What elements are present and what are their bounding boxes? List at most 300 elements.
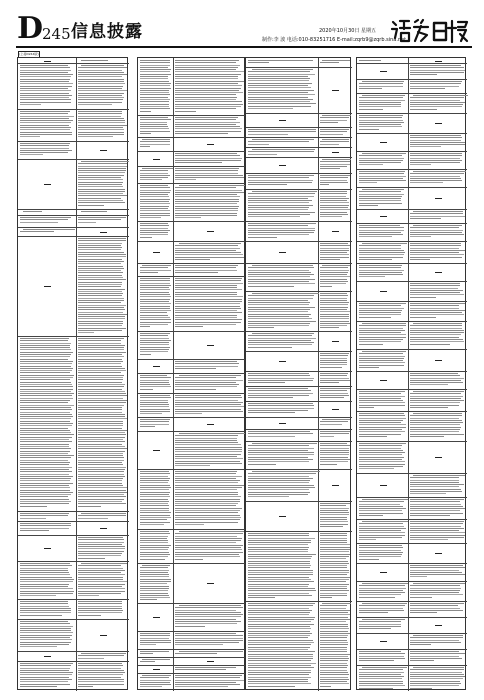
table-row-rule (357, 79, 467, 80)
table-row-rule (246, 67, 352, 68)
cell-text (140, 675, 171, 689)
cell-text (175, 667, 244, 672)
cell-text (320, 443, 350, 466)
table-row-rule (18, 209, 129, 210)
cell-text (410, 521, 465, 542)
table-row-rule (246, 429, 352, 430)
table-row-rule (246, 331, 352, 332)
cell-text (248, 60, 316, 65)
table-row-rule (138, 603, 246, 604)
cell-text (175, 60, 244, 113)
cell-text (359, 443, 406, 471)
cell-text (320, 139, 350, 146)
table-row-rule (357, 63, 467, 64)
empty-cell-dash (380, 71, 387, 72)
cell-text (248, 265, 316, 288)
empty-cell-dash (332, 152, 339, 153)
cell-text (175, 265, 244, 274)
table-row-rule (246, 113, 352, 114)
cell-text (140, 395, 171, 416)
cell-text (78, 338, 127, 508)
cell-text (410, 565, 465, 579)
table-row-rule (138, 241, 246, 242)
table-row-rule (138, 529, 246, 530)
table-row-rule (357, 411, 467, 412)
table-row-rule (18, 619, 129, 620)
empty-cell-dash (435, 625, 442, 626)
cell-text (140, 265, 171, 274)
table-row-rule (357, 223, 467, 224)
table-row-rule (357, 133, 467, 134)
cell-text (78, 663, 127, 688)
cell-text (320, 603, 350, 688)
cell-text (410, 303, 465, 319)
table-row-rule (357, 617, 467, 618)
table-row-rule (246, 137, 352, 138)
cell-text (175, 395, 244, 416)
empty-cell-dash (435, 198, 442, 199)
table-row-rule (18, 227, 129, 228)
table-row-rule (246, 291, 352, 292)
table-row-rule (138, 673, 246, 674)
empty-cell-dash (435, 123, 442, 124)
cell-text (175, 361, 244, 370)
empty-cell-dash (435, 553, 442, 554)
empty-cell-dash (153, 366, 160, 367)
table-row-rule (138, 221, 246, 222)
cell-text (20, 211, 74, 213)
cell-text (359, 81, 406, 90)
empty-cell-dash (435, 457, 442, 458)
empty-cell-dash (279, 516, 286, 517)
cell-text (140, 185, 171, 219)
issue-date: 2020年10月30日 星期五 (319, 28, 377, 34)
table-row-rule (357, 473, 467, 474)
empty-cell-dash (153, 617, 160, 618)
table-row-rule (357, 187, 467, 188)
cell-text (359, 413, 406, 438)
header-rule (16, 46, 472, 48)
cell-text (20, 338, 74, 508)
cell-text (175, 531, 244, 561)
cell-text (248, 533, 316, 600)
cell-text (359, 391, 406, 409)
table-row-rule (138, 276, 246, 277)
empty-cell-dash (207, 144, 214, 145)
table-row-rule (357, 649, 467, 650)
cell-text (410, 667, 465, 690)
table-row-rule (246, 401, 352, 402)
table-row-rule (138, 417, 246, 418)
table-row-rule (18, 236, 129, 237)
cell-text (359, 303, 406, 319)
table-row-rule (138, 359, 246, 360)
table-row-rule (357, 601, 467, 602)
empty-cell-dash (207, 583, 214, 584)
empty-cell-dash (332, 341, 339, 342)
cell-text (140, 565, 171, 602)
cell-text (175, 675, 244, 689)
cell-text (78, 601, 127, 617)
announcement-column (17, 57, 128, 690)
cell-text (175, 168, 244, 182)
table-row-rule (246, 173, 352, 174)
cell-text (320, 115, 350, 124)
table-row-rule (246, 147, 352, 148)
cell-text (320, 191, 350, 219)
table-row-rule (357, 519, 467, 520)
column-divider (76, 58, 77, 691)
empty-cell-dash (435, 61, 442, 62)
cell-text (175, 375, 244, 391)
empty-cell-dash (279, 252, 286, 253)
cell-text (359, 265, 406, 279)
empty-cell-dash (279, 361, 286, 362)
cell-text (410, 225, 465, 239)
empty-cell-dash (44, 548, 51, 549)
cell-text (20, 217, 74, 224)
cell-text (20, 663, 74, 688)
table-row-rule (357, 581, 467, 582)
cell-text (248, 471, 316, 499)
cell-text (410, 95, 465, 111)
cell-text (359, 189, 406, 207)
cell-text (410, 413, 465, 438)
table-row-rule (18, 599, 129, 600)
cell-text (175, 651, 244, 656)
table-row-rule (138, 373, 246, 374)
table-row-rule (138, 563, 246, 564)
cell-text (410, 171, 465, 185)
cell-text (140, 419, 171, 428)
announcement-column (245, 57, 351, 690)
cell-text (140, 333, 171, 356)
table-row-rule (357, 169, 467, 170)
cell-text (78, 60, 127, 62)
table-row-rule (138, 657, 246, 658)
table-row-rule (138, 166, 246, 167)
empty-cell-dash (44, 656, 51, 657)
cell-text (248, 373, 316, 384)
empty-cell-dash (207, 661, 214, 662)
table-row-rule (138, 665, 246, 666)
column-divider (173, 58, 174, 691)
empty-cell-dash (380, 641, 387, 642)
table-row-rule (18, 63, 129, 64)
table-row-rule (18, 109, 129, 110)
column-divider (408, 58, 409, 691)
cell-text (359, 225, 406, 239)
cell-text (410, 373, 465, 387)
cell-text (140, 471, 171, 526)
cell-text (320, 431, 350, 438)
empty-cell-dash (380, 216, 387, 217)
table-row-rule (357, 263, 467, 264)
cell-text (359, 499, 406, 517)
table-row-rule (138, 183, 246, 184)
cell-text (248, 403, 316, 414)
table-row-rule (246, 127, 352, 128)
table-row-rule (18, 141, 129, 142)
empty-cell-dash (100, 232, 107, 233)
table-row-rule (357, 113, 467, 114)
cell-text (410, 243, 465, 261)
cell-text (320, 265, 350, 288)
empty-cell-dash (380, 572, 387, 573)
empty-cell-dash (279, 423, 286, 424)
cell-text (140, 60, 171, 113)
editor-contact: 制作:李 波 电话:010-83251716 E-mail:zqrb9@zqrb.sina.net (262, 37, 407, 43)
table-row-rule (138, 137, 246, 138)
cell-text (248, 223, 316, 239)
cell-text (175, 278, 244, 329)
cell-text (140, 633, 171, 647)
table-row-rule (246, 263, 352, 264)
table-row-rule (246, 531, 352, 532)
table-row-rule (357, 241, 467, 242)
cell-text (20, 563, 74, 597)
cell-text (410, 211, 465, 220)
table-row-rule (246, 157, 352, 158)
empty-cell-dash (100, 150, 107, 151)
cell-text (410, 391, 465, 409)
section-title: 信息披露 (71, 22, 143, 42)
table-row-rule (246, 417, 352, 418)
cell-text (140, 659, 171, 664)
cell-text (140, 223, 171, 239)
cell-text (410, 81, 465, 90)
table-row-rule (246, 371, 352, 372)
cell-text (140, 651, 171, 656)
cell-text (78, 161, 127, 207)
cell-text (320, 60, 350, 65)
empty-cell-dash (207, 231, 214, 232)
cell-text (320, 373, 350, 384)
empty-cell-dash (332, 90, 339, 91)
cell-text (175, 433, 244, 467)
cell-text (410, 323, 465, 346)
cell-text (410, 603, 465, 614)
empty-cell-dash (44, 286, 51, 287)
empty-cell-dash (279, 120, 286, 121)
table-row-rule (18, 535, 129, 536)
cell-text (140, 531, 171, 561)
cell-text (320, 129, 350, 136)
announcement-column (356, 57, 466, 690)
table-row-rule (138, 151, 246, 152)
table-row-rule (246, 241, 352, 242)
cell-text (359, 323, 406, 346)
table-row-rule (357, 281, 467, 282)
cell-text (248, 175, 316, 186)
empty-cell-dash (207, 424, 214, 425)
empty-cell-dash (44, 61, 51, 62)
cell-text (359, 171, 406, 185)
cell-text (78, 65, 127, 106)
empty-cell-dash (153, 159, 160, 160)
empty-cell-dash (332, 485, 339, 486)
cell-text (20, 65, 74, 106)
edition-letter: D (17, 11, 44, 46)
newspaper-logo (390, 17, 470, 45)
table-row-rule (357, 563, 467, 564)
cell-text (248, 603, 316, 688)
cell-text (78, 653, 127, 660)
empty-cell-dash (100, 635, 107, 636)
table-row-rule (138, 393, 246, 394)
cell-text (175, 243, 244, 261)
cell-text (248, 129, 316, 136)
cell-text (78, 513, 127, 520)
cell-text (320, 388, 350, 399)
cell-text (410, 135, 465, 149)
cell-text (175, 633, 244, 647)
cell-text (320, 419, 350, 426)
cell-text (248, 191, 316, 219)
cell-text (140, 278, 171, 329)
cell-text (359, 603, 406, 614)
table-row-rule (18, 336, 129, 337)
cell-text (175, 605, 244, 628)
cell-text (175, 153, 244, 164)
empty-cell-dash (207, 345, 214, 346)
cell-text (359, 667, 406, 690)
cell-text (359, 95, 406, 111)
table-row-rule (357, 209, 467, 210)
cell-text (175, 117, 244, 135)
column-divider (318, 58, 319, 691)
table-row-rule (357, 497, 467, 498)
cell-text (140, 139, 171, 148)
table-row-rule (246, 441, 352, 442)
empty-cell-dash (279, 165, 286, 166)
cell-text (78, 111, 127, 139)
cell-text (359, 521, 406, 542)
cell-text (359, 243, 406, 261)
table-row-rule (138, 631, 246, 632)
empty-cell-dash (153, 669, 160, 670)
empty-cell-dash (153, 450, 160, 451)
table-row-rule (138, 263, 246, 264)
table-row-rule (138, 431, 246, 432)
table-row-rule (246, 469, 352, 470)
table-row-rule (18, 561, 129, 562)
cell-text (140, 117, 171, 135)
cell-text (248, 139, 316, 146)
empty-cell-dash (380, 142, 387, 143)
cell-text (248, 293, 316, 330)
cell-text (359, 619, 406, 630)
cell-text (410, 283, 465, 299)
cell-text (320, 533, 350, 600)
empty-cell-dash (332, 409, 339, 410)
table-row-rule (18, 651, 129, 652)
cell-text (320, 293, 350, 330)
table-row-rule (246, 221, 352, 222)
cell-text (78, 537, 127, 560)
cell-text (20, 111, 74, 139)
empty-cell-dash (380, 380, 387, 381)
cell-text (20, 523, 74, 532)
empty-cell-dash (100, 528, 107, 529)
cell-text (359, 115, 406, 131)
cell-text (78, 211, 127, 213)
cell-text (320, 353, 350, 369)
table-row-rule (357, 349, 467, 350)
cell-text (359, 153, 406, 167)
cell-text (78, 217, 127, 224)
table-row-rule (246, 351, 352, 352)
announcement-column (137, 57, 245, 690)
cell-text (20, 143, 74, 157)
cell-text (140, 168, 171, 182)
cell-text (248, 431, 316, 438)
table-row-rule (246, 501, 352, 502)
cell-text (359, 583, 406, 599)
table-row-rule (357, 441, 467, 442)
table-row-rule (357, 389, 467, 390)
table-row-rule (357, 151, 467, 152)
empty-cell-dash (435, 360, 442, 361)
table-row-rule (357, 301, 467, 302)
table-row-rule (357, 321, 467, 322)
table-row-rule (246, 601, 352, 602)
cell-text (410, 65, 465, 76)
table-row-rule (357, 93, 467, 94)
empty-cell-dash (153, 252, 160, 253)
table-row-rule (18, 661, 129, 662)
table-row-rule (138, 649, 246, 650)
cell-text (359, 651, 406, 662)
table-row-rule (18, 159, 129, 160)
table-row-rule (357, 543, 467, 544)
cell-text (78, 238, 127, 334)
table-row-rule (357, 665, 467, 666)
cell-text (248, 69, 316, 110)
cell-text (78, 563, 127, 597)
table-row-rule (246, 386, 352, 387)
table-row-rule (138, 469, 246, 470)
table-row-rule (357, 371, 467, 372)
cell-text (320, 503, 350, 528)
cell-text (320, 243, 350, 261)
table-row-rule (246, 189, 352, 190)
cell-text (20, 229, 74, 234)
empty-cell-dash (435, 272, 442, 273)
cell-text (248, 443, 316, 466)
cell-text (248, 149, 316, 156)
table-row-rule (18, 511, 129, 512)
empty-cell-dash (380, 485, 387, 486)
table-row-rule (18, 215, 129, 216)
cell-text (410, 475, 465, 496)
cell-text (175, 471, 244, 526)
cell-text (175, 185, 244, 219)
cell-text (410, 499, 465, 517)
cell-text (20, 621, 74, 649)
cell-text (410, 635, 465, 646)
cell-text (410, 583, 465, 599)
cell-text (359, 60, 406, 62)
cell-text (20, 513, 74, 520)
table-row-rule (138, 331, 246, 332)
cell-text (20, 601, 74, 617)
empty-cell-dash (380, 291, 387, 292)
table-row-rule (357, 633, 467, 634)
cell-text (248, 333, 316, 349)
cell-text (410, 651, 465, 662)
continued-from-label: (上接D244版) (19, 52, 39, 56)
